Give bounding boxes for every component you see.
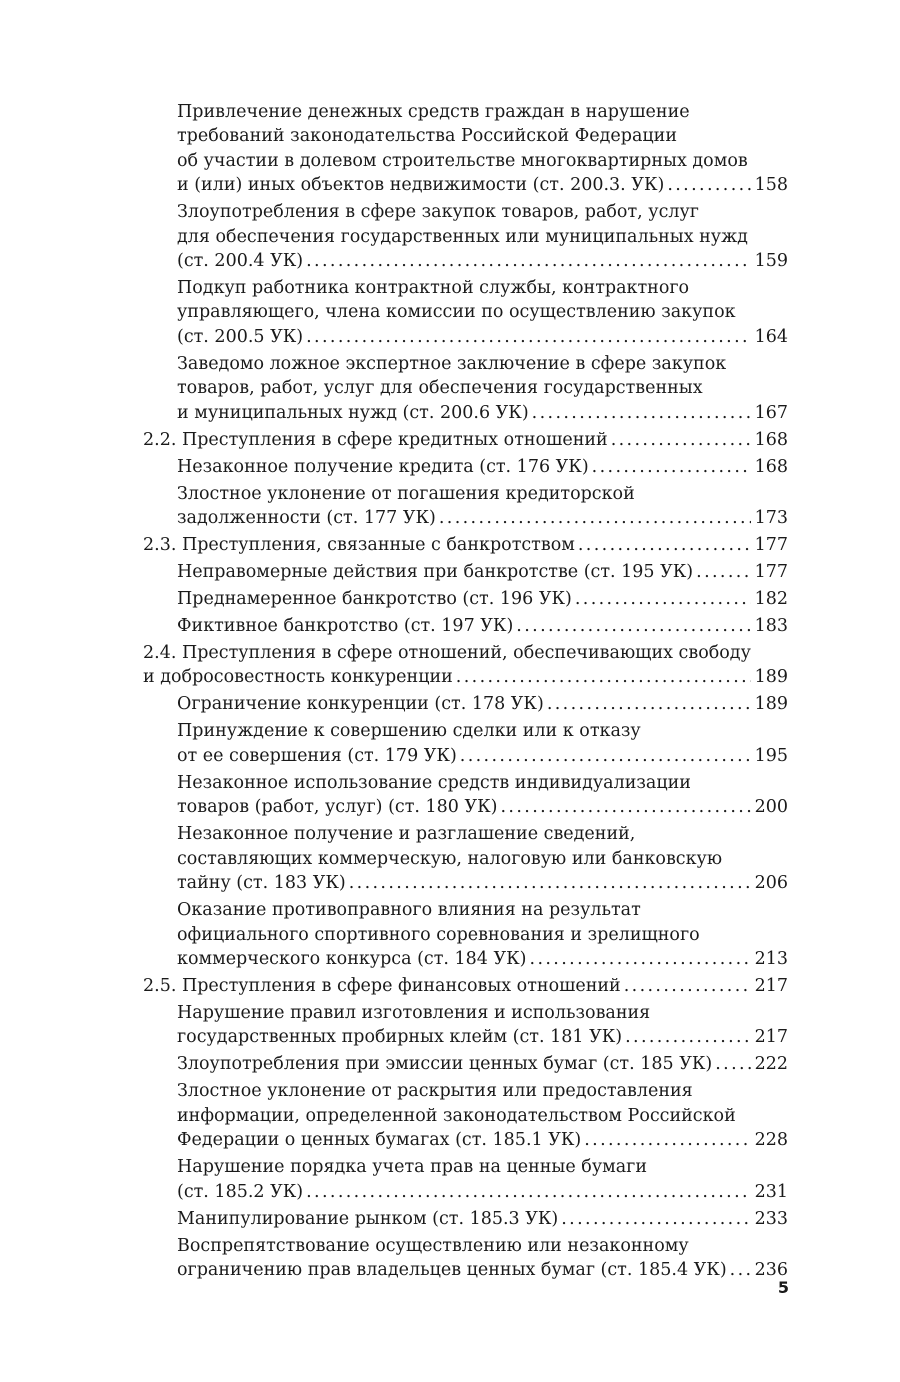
toc-entry-page-number: 213 (754, 948, 788, 969)
toc-entry-title-line: задолженности (ст. 177 УК) (177, 508, 436, 529)
toc-entry-title-line: требований законодательства Российской Федерации (177, 126, 677, 147)
toc-entry-title-line: Федерации о ценных бумагах (ст. 185.1 УК) (177, 1130, 582, 1151)
toc-entry-title-line: управляющего, члена комиссии по осуществлению закупок (177, 302, 736, 323)
toc-subsection-entry (143, 482, 788, 531)
toc-subsection-entry (143, 692, 788, 716)
toc-entry-leader-row (177, 614, 788, 638)
toc-section-entry (143, 641, 788, 690)
toc-entry-leader-row (143, 665, 788, 689)
toc-subsection-entry (143, 560, 788, 584)
dot-leader (730, 1258, 751, 1282)
toc-entry-leader-row (143, 428, 788, 452)
dot-leader (456, 665, 751, 689)
toc-subsection-entry (143, 614, 788, 638)
toc-entry-title-line: Злостное уклонение от погашения кредиторской (177, 483, 635, 504)
toc-entry-title-line: 2.3. Преступления, связанные с банкротством (143, 535, 575, 556)
dot-leader (501, 795, 751, 819)
toc-entry-title-line: Злоупотребления при эмиссии ценных бумаг (ст. 185 УК) (177, 1054, 713, 1075)
toc-entry-page-number: 189 (754, 694, 788, 715)
toc-entry-page-number: 177 (754, 535, 788, 556)
toc-entry-leader-row (177, 1025, 788, 1049)
toc-entry-title-line: (ст. 185.2 УК) (177, 1181, 304, 1202)
toc-subsection-entry (143, 719, 788, 768)
toc-entry-title-line: Злоупотребления в сфере закупок товаров, работ, услуг (177, 202, 699, 223)
toc-entry-page-number: 217 (754, 975, 788, 996)
toc-entry-leader-row (177, 249, 788, 273)
toc-entry-page-number: 233 (754, 1208, 788, 1229)
toc-entry-title-line: и муниципальных нужд (ст. 200.6 УК) (177, 402, 529, 423)
toc-entry-title-line: от ее совершения (ст. 179 УК) (177, 745, 457, 766)
toc-entry-leader-row (177, 692, 788, 716)
toc-entry-page-number: 206 (754, 873, 788, 894)
toc-entry-title-line: Незаконное использование средств индивидуализации (177, 772, 691, 793)
toc-entry-page-number: 168 (754, 429, 788, 450)
toc-entry-title-line: 2.2. Преступления в сфере кредитных отношений (143, 429, 608, 450)
dot-leader (530, 947, 751, 971)
dot-leader (547, 692, 751, 716)
toc-entry-page-number: 228 (754, 1130, 788, 1151)
dot-leader (561, 1207, 750, 1231)
toc-entry-leader-row (177, 455, 788, 479)
toc-subsection-entry (143, 352, 788, 425)
toc-entry-title-line: товаров, работ, услуг для обеспечения государственных (177, 378, 703, 399)
dot-leader (667, 173, 750, 197)
toc-entry-title-line: об участии в долевом строительстве многоквартирных домов (177, 150, 748, 171)
toc-subsection-entry (143, 455, 788, 479)
toc-entry-title-line: Принуждение к совершению сделки или к отказу (177, 721, 641, 742)
toc-subsection-entry (143, 1001, 788, 1050)
toc-subsection-entry (143, 822, 788, 895)
dot-leader (439, 506, 751, 530)
toc-subsection-entry (143, 1052, 788, 1076)
toc-entry-page-number: 183 (754, 616, 788, 637)
toc-entry-page-number: 189 (754, 667, 788, 688)
toc-entry-title-line: Манипулирование рынком (ст. 185.3 УК) (177, 1208, 559, 1229)
toc-entry-page-number: 236 (754, 1259, 788, 1280)
dot-leader (306, 325, 750, 349)
toc-entry-title-line: составляющих коммерческую, налоговую или банковскую (177, 848, 723, 869)
toc-entry-title-line: и (или) иных объектов недвижимости (ст. 200.3. УК) (177, 175, 665, 196)
toc-entry-leader-row (177, 506, 788, 530)
toc-entry-leader-row (177, 1052, 788, 1076)
toc-entry-title-line: Преднамеренное банкротство (ст. 196 УК) (177, 589, 572, 610)
dot-leader (624, 974, 751, 998)
toc-subsection-entry (143, 771, 788, 820)
toc-entry-title-line: 2.4. Преступления в сфере отношений, обеспечивающих свободу (143, 643, 751, 664)
toc-entry-leader-row (177, 560, 788, 584)
toc-entry-title-line: Заведомо ложное экспертное заключение в сфере закупок (177, 353, 727, 374)
toc-entry-page-number: 182 (754, 589, 788, 610)
toc-entry-leader-row (177, 871, 788, 895)
toc-entry-page-number: 173 (754, 508, 788, 529)
dot-leader (578, 533, 751, 557)
dot-leader (532, 401, 751, 425)
toc-entry-leader-row (177, 1180, 788, 1204)
table-of-contents (143, 100, 788, 1282)
toc-entry-title-line: государственных пробирных клейм (ст. 181 УК) (177, 1027, 623, 1048)
toc-entry-leader-row (177, 795, 788, 819)
toc-entry-leader-row (143, 974, 788, 998)
toc-entry-title-line: Злостное уклонение от раскрытия или предоставления (177, 1081, 693, 1102)
toc-entry-title-line: Подкуп работника контрактной службы, контрактного (177, 278, 690, 299)
toc-entry-leader-row (177, 173, 788, 197)
toc-entry-title-line: ограничению прав владельцев ценных бумаг (ст. 185.4 УК) (177, 1259, 727, 1280)
toc-entry-title-line: и добросовестность конкуренции (143, 667, 453, 688)
toc-entry-title-line: Незаконное получение и разглашение сведений, (177, 824, 636, 845)
toc-entry-title-line: 2.5. Преступления в сфере финансовых отношений (143, 975, 621, 996)
toc-entry-leader-row (143, 533, 788, 557)
page-number: 5 (777, 1278, 789, 1297)
toc-entry-title-line: Фиктивное банкротство (ст. 197 УК) (177, 616, 514, 637)
toc-entry-leader-row (177, 1258, 788, 1282)
toc-section-entry (143, 533, 788, 557)
toc-entry-title-line: (ст. 200.5 УК) (177, 326, 304, 347)
toc-entry-page-number: 164 (754, 326, 788, 347)
toc-entry-title-line: Оказание противоправного влияния на результат (177, 900, 641, 921)
dot-leader (516, 614, 750, 638)
toc-subsection-entry (143, 1207, 788, 1231)
toc-subsection-entry (143, 1234, 788, 1283)
toc-entry-title-line: информации, определенной законодательством Российской (177, 1105, 736, 1126)
toc-entry-title-line: Воспрепятствование осуществлению или незаконному (177, 1235, 689, 1256)
toc-entry-leader-row (177, 1128, 788, 1152)
toc-entry-title-line: Неправомерные действия при банкротстве (ст. 195 УК) (177, 562, 694, 583)
toc-entry-leader-row (177, 947, 788, 971)
dot-leader (349, 871, 751, 895)
dot-leader (592, 455, 751, 479)
toc-entry-title-line: (ст. 200.4 УК) (177, 251, 304, 272)
toc-subsection-entry (143, 587, 788, 611)
toc-subsection-entry (143, 276, 788, 349)
toc-entry-title-line: Ограничение конкуренции (ст. 178 УК) (177, 694, 544, 715)
toc-entry-title-line: товаров (работ, услуг) (ст. 180 УК) (177, 797, 498, 818)
toc-subsection-entry (143, 200, 788, 273)
toc-entry-title-line: тайну (ст. 183 УК) (177, 873, 346, 894)
toc-subsection-entry (143, 1155, 788, 1204)
toc-entry-page-number: 200 (754, 797, 788, 818)
toc-entry-title-line: Привлечение денежных средств граждан в нарушение (177, 102, 690, 122)
toc-entry-leader-row (177, 744, 788, 768)
toc-entry-page-number: 177 (754, 562, 788, 583)
toc-entry-page-number: 168 (754, 456, 788, 477)
dot-leader (460, 744, 751, 768)
toc-entry-title-line: коммерческого конкурса (ст. 184 УК) (177, 948, 527, 969)
toc-entry-title-line: Незаконное получение кредита (ст. 176 УК) (177, 456, 589, 477)
dot-leader (715, 1052, 750, 1076)
dot-leader (575, 587, 751, 611)
toc-entry-leader-row (177, 1207, 788, 1231)
dot-leader (306, 1180, 750, 1204)
toc-entry-page-number: 222 (754, 1054, 788, 1075)
toc-entry-page-number: 217 (754, 1027, 788, 1048)
toc-entry-page-number: 158 (754, 175, 788, 196)
toc-entry-leader-row (177, 325, 788, 349)
dot-leader (306, 249, 750, 273)
toc-entry-title-line: Нарушение правил изготовления и использования (177, 1002, 651, 1023)
toc-entry-title-line: Нарушение порядка учета прав на ценные бумаги (177, 1157, 647, 1178)
toc-section-entry (143, 428, 788, 452)
toc-entry-page-number: 159 (754, 251, 788, 272)
toc-entry-title-line: для обеспечения государственных или муниципальных нужд (177, 226, 748, 247)
dot-leader (625, 1025, 751, 1049)
dot-leader (696, 560, 750, 584)
toc-subsection-entry (143, 1079, 788, 1152)
toc-entry-leader-row (177, 401, 788, 425)
toc-section-entry (143, 974, 788, 998)
toc-subsection-entry (143, 100, 788, 198)
toc-entry-leader-row (177, 587, 788, 611)
toc-entry-page-number: 195 (754, 745, 788, 766)
toc-entry-page-number: 231 (754, 1181, 788, 1202)
toc-subsection-entry (143, 898, 788, 971)
toc-entry-page-number: 167 (754, 402, 788, 423)
dot-leader (584, 1128, 750, 1152)
dot-leader (611, 428, 751, 452)
toc-entry-title-line: официального спортивного соревнования и зрелищного (177, 924, 700, 945)
